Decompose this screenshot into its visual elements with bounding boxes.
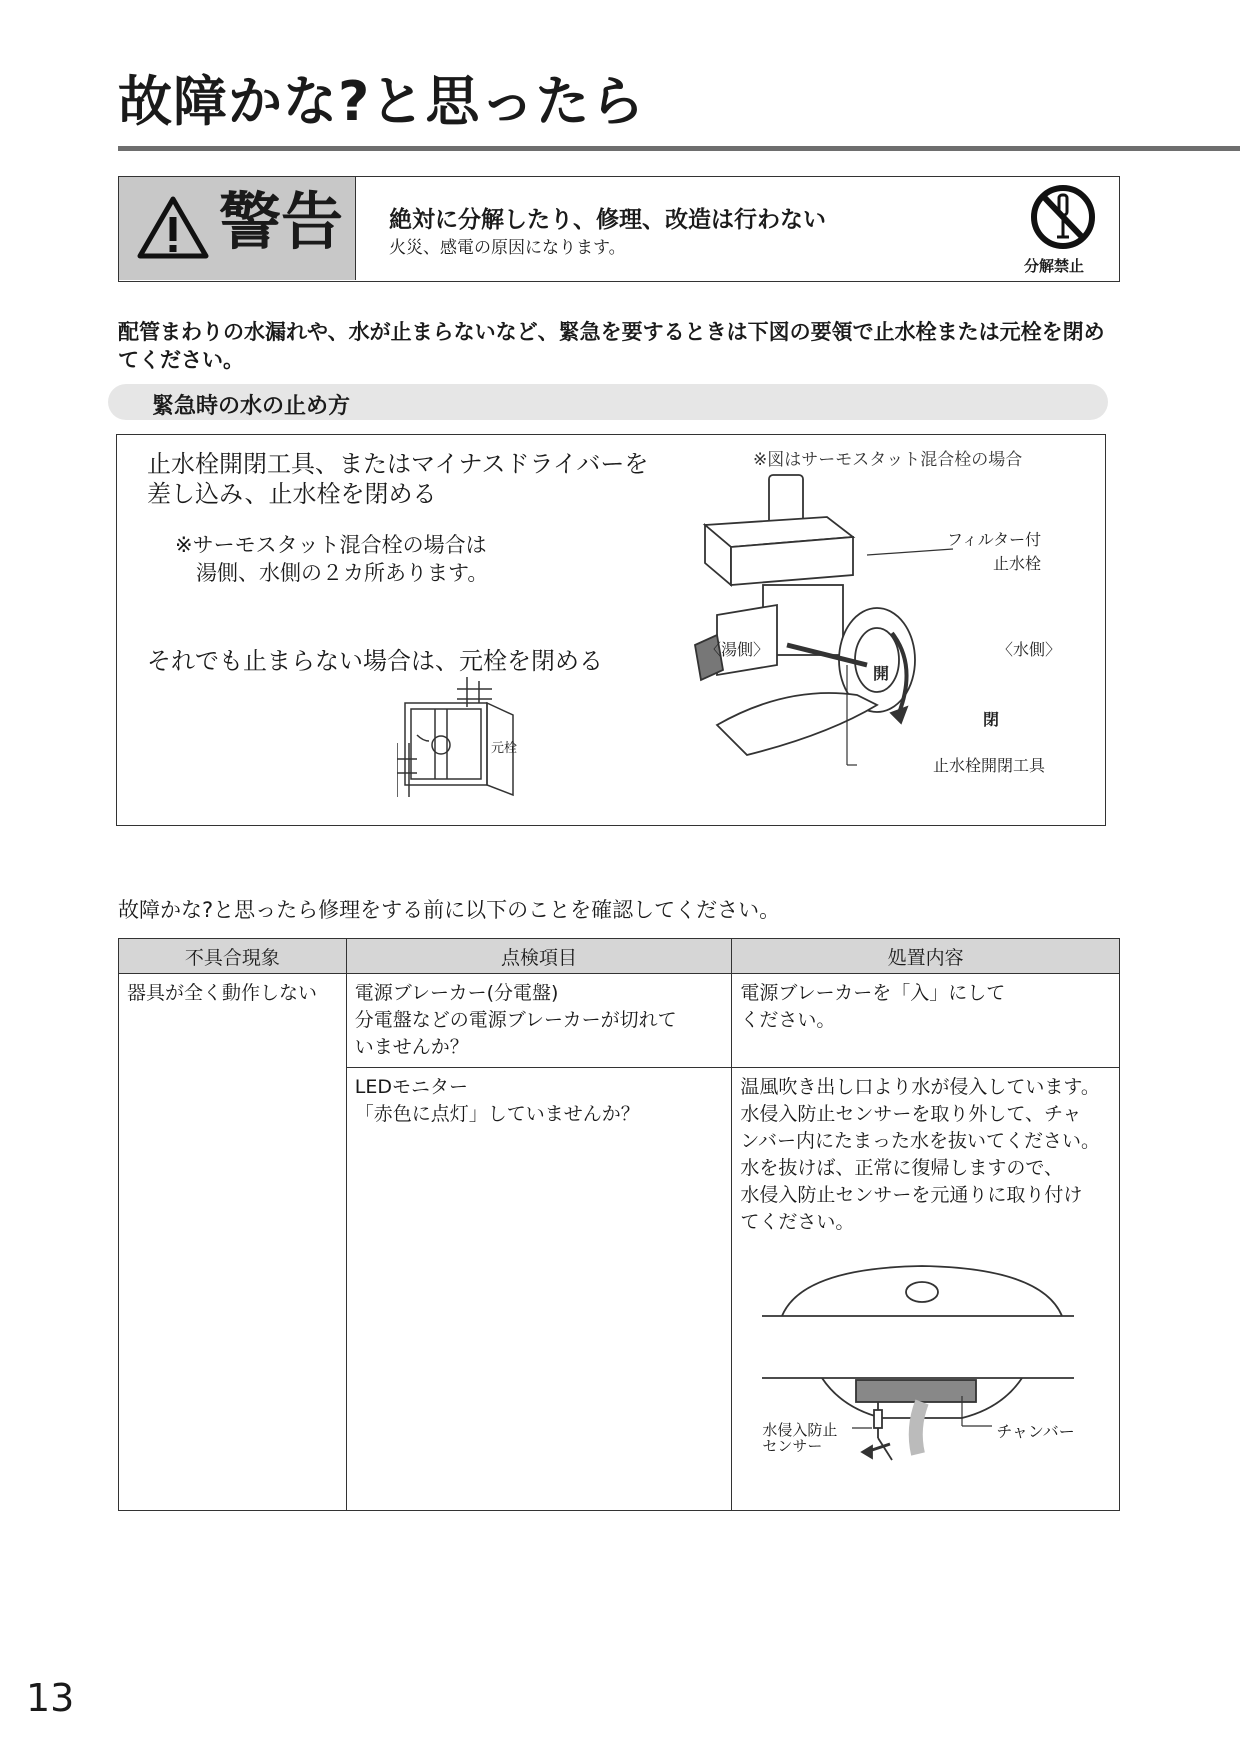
check-cell	[346, 974, 732, 1068]
action-cell	[732, 1068, 1120, 1511]
action-text: 電源ブレーカーを「入」にして ください。	[740, 982, 1006, 1031]
warning-box	[118, 176, 1120, 282]
filter-label-1: フィルター付	[947, 530, 1042, 549]
close-label: 閉	[983, 710, 1000, 729]
title-rule	[118, 146, 1240, 151]
open-label: 開	[873, 664, 890, 683]
header-action: 処置内容	[732, 939, 1120, 974]
procedure-box	[116, 434, 1106, 826]
check-cell	[346, 1068, 732, 1511]
warning-label: 警告	[219, 185, 344, 258]
action-text: 温風吹き出し口より水が侵入しています。 水侵入防止センサーを取り外して、チャ ンバー内にたまった水を抜いてください。 水を抜けば、正常に復帰しますので、 水侵入防止センサーを元通りに取り付け てください。	[740, 1076, 1101, 1233]
warning-sub-text: 火災、感電の原因になります。	[389, 238, 626, 258]
faucet-shutoff-illustration	[677, 465, 977, 795]
warning-triangle-icon	[137, 195, 209, 259]
troubleshooting-table	[118, 938, 1120, 1511]
header-symptom: 不具合現象	[119, 939, 347, 974]
check-text: 電源ブレーカー(分電盤) 分電盤などの電源ブレーカーが切れて いませんか？	[354, 982, 677, 1058]
main-valve-label: 元栓	[491, 741, 518, 756]
page-title: 故障かな?と思ったら	[118, 70, 646, 133]
sensor-label: 水侵入防止 センサー	[762, 1421, 838, 1455]
diagram-caption: ※図はサーモスタット混合栓の場合	[753, 450, 1023, 470]
hot-side-label: 〈湯側〉	[705, 640, 770, 659]
symptom-cell	[119, 974, 347, 1511]
action-cell	[732, 974, 1120, 1068]
step1-text: 止水栓開閉工具、またはマイナスドライバーを 差し込み、止水栓を閉める	[147, 450, 649, 508]
section-title: 緊急時の水の止め方	[152, 394, 351, 419]
step2-text: それでも止まらない場合は、元栓を閉める	[147, 647, 603, 675]
symptom-text: 器具が全く動作しない	[127, 982, 318, 1004]
check-intro-text: 故障かな?と思ったら修理をする前に以下のことを確認してください。	[118, 898, 781, 922]
intro-text: 配管まわりの水漏れや、水が止まらないなど、緊急を要するときは下図の要領で止水栓または元栓を閉めてください。	[118, 320, 1105, 372]
section-header	[108, 384, 1108, 420]
check-text: LEDモニター 「赤色に点灯」していませんか？	[354, 1076, 640, 1125]
no-disassembly-label: 分解禁止	[1024, 257, 1085, 275]
warning-main-text: 絶対に分解したり、修理、改造は行わない	[389, 207, 826, 233]
filter-label-2: 止水栓	[993, 554, 1042, 573]
chamber-label: チャンバー	[996, 1422, 1075, 1441]
warning-label-panel	[119, 177, 356, 280]
water-side-label: 〈水側〉	[997, 640, 1062, 659]
table-row	[119, 974, 1120, 1068]
tool-label: 止水栓開閉工具	[933, 756, 1046, 775]
no-disassembly-icon	[1027, 183, 1099, 253]
page-number: 13	[26, 1676, 75, 1720]
header-check: 点検項目	[346, 939, 732, 974]
step1-note: ※サーモスタット混合栓の場合は 湯側、水側の２カ所あります。	[175, 533, 489, 585]
